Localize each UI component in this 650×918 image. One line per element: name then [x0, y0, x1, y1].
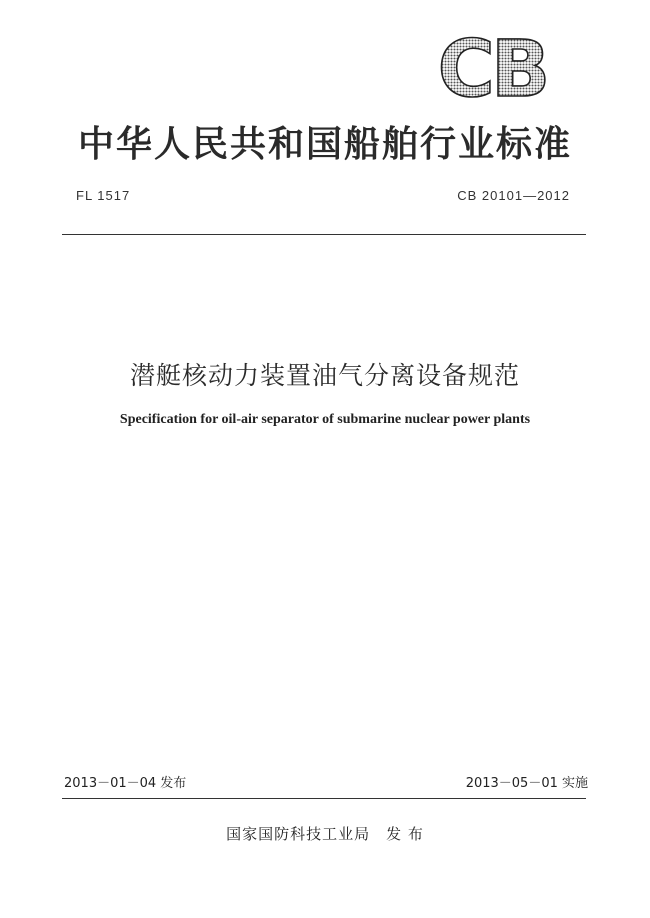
issue-date: 2013－01－04 发布: [64, 776, 187, 791]
standard-number: CB 20101—2012: [457, 188, 570, 203]
header-divider: [62, 234, 586, 235]
cb-logo-text: CB: [437, 36, 547, 102]
footer-divider: [62, 798, 586, 799]
standard-title: 中华人民共和国船舶行业标准: [77, 124, 572, 165]
document-title-english: Specification for oil-air separator of submarine nuclear power plants: [119, 412, 531, 427]
classification-code: FL 1517: [76, 188, 131, 203]
implementation-date: 2013－05－01 实施: [465, 776, 588, 791]
cb-logo: [426, 36, 558, 102]
document-title-chinese: 潜艇核动力装置油气分离设备规范: [129, 361, 520, 390]
publisher: 国家国防科技工业局 发 布: [226, 825, 424, 843]
